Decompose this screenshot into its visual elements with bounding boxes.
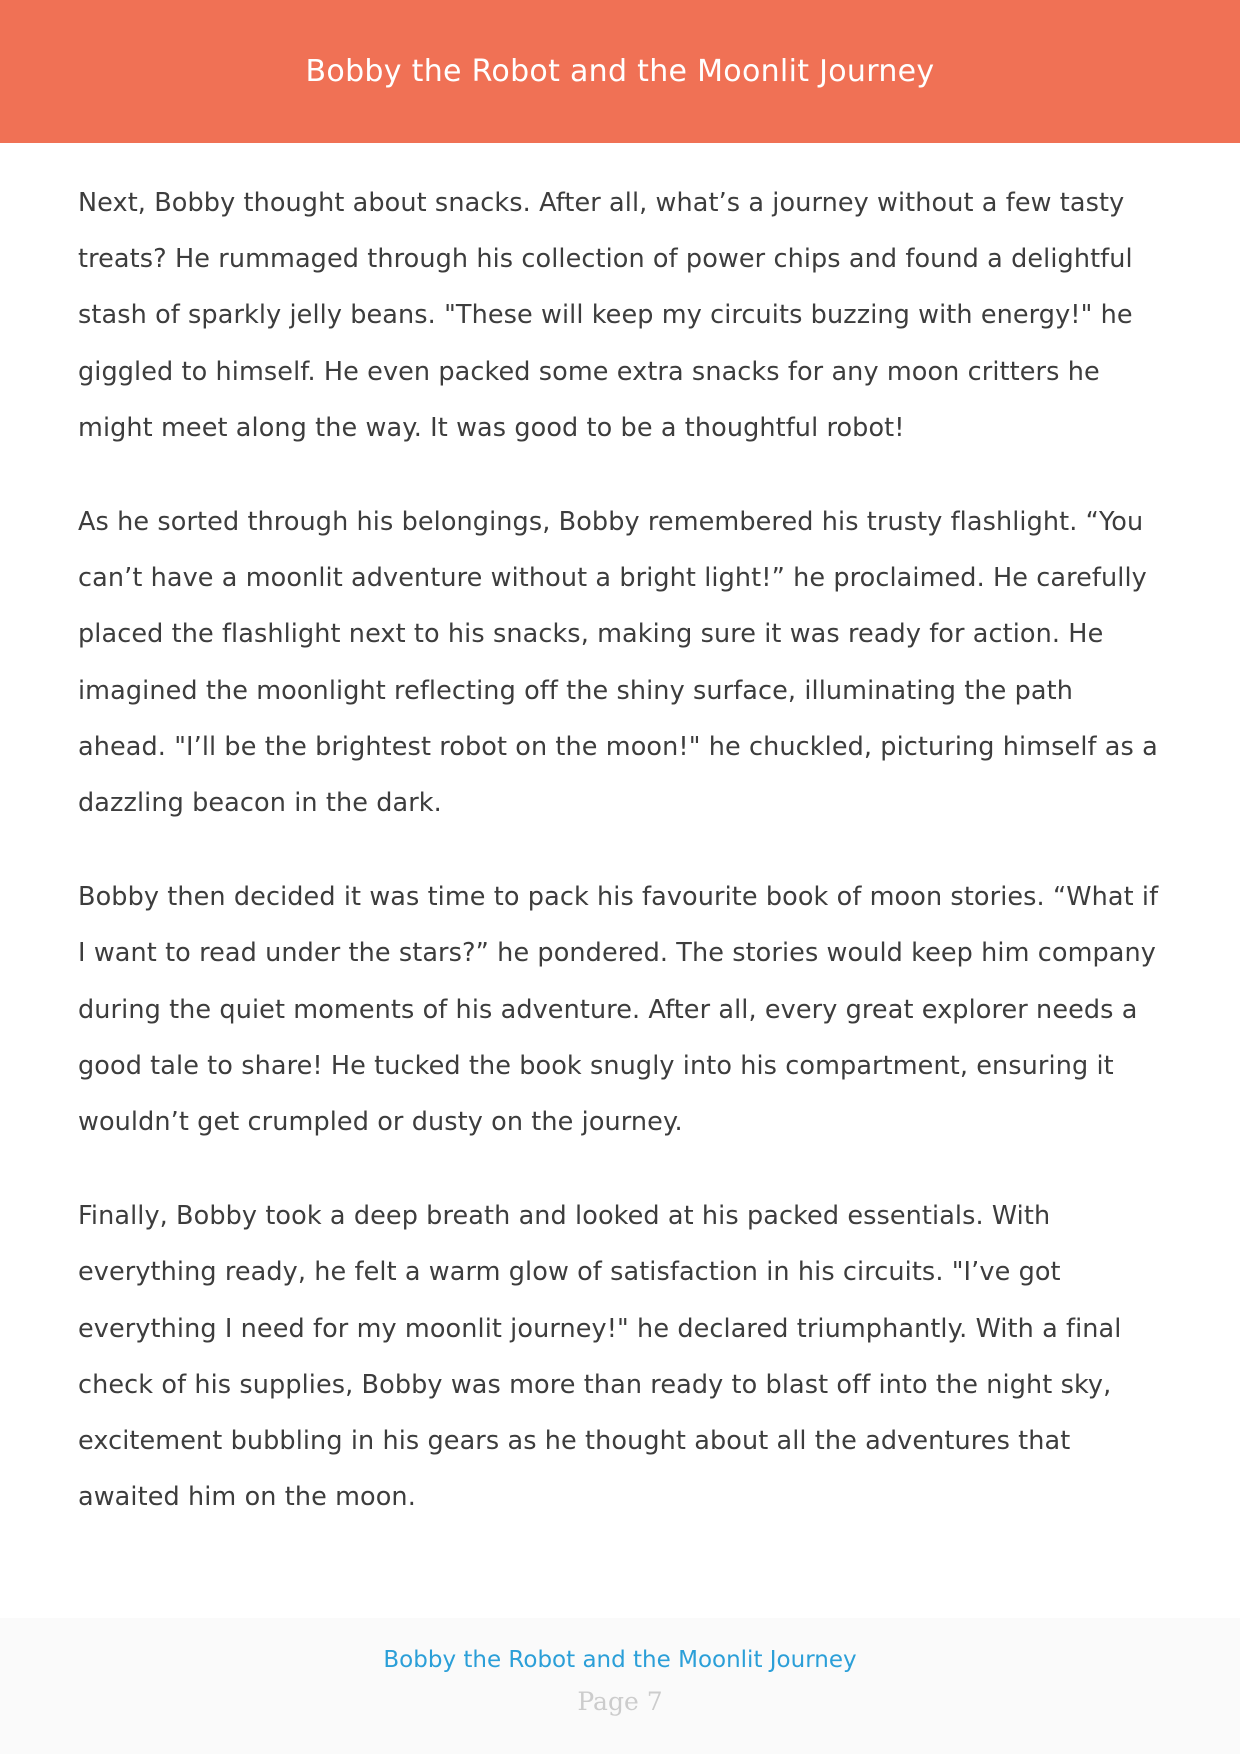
story-paragraph: As he sorted through his belongings, Bobby remembered his trusty flashlight. “You can’t have a moonlit adventure without a bright light!” he proclaimed. He carefully placed the flashlight next to his snacks, making sure it was ready for action. He imagined the moonlight reflecting off the shiny surface, illuminating the path ahead. "I’ll be the brightest robot on the moon!" he chuckled, picturing himself as a dazzling beacon in the dark. xyxy=(78,507,1158,819)
story-paragraph: Finally, Bobby took a deep breath and looked at his packed essentials. With everything ready, he felt a warm glow of satisfaction in his circuits. "I’ve got everything I need for my moonlit journey!" he declared triumphantly. With a final check of his supplies, Bobby was more than ready to blast off into the night sky, excitement bubbling in his gears as he thought about all the adventures that awaited him on the moon. xyxy=(78,1201,1122,1513)
page-number: Page 7 xyxy=(577,1687,663,1716)
page-footer xyxy=(0,1618,1240,1754)
story-content xyxy=(78,175,1168,1563)
footer-book-title: Bobby the Robot and the Moonlit Journey xyxy=(383,1647,857,1673)
story-paragraph: Next, Bobby thought about snacks. After all, what’s a journey without a few tasty treats? He rummaged through his collection of power chips and found a delightful stash of sparkly jelly beans. "These will keep my circuits buzzing with energy!" he giggled to himself. He even packed some extra snacks for any moon critters he might meet along the way. It was good to be a thoughtful robot! xyxy=(78,188,1133,443)
header-title: Bobby the Robot and the Moonlit Journey xyxy=(305,54,935,89)
story-paragraph: Bobby then decided it was time to pack his favourite book of moon stories. “What if I want to read under the stars?” he pondered. The stories would keep him company during the quiet moments of his adventure. After all, every great explorer needs a good tale to share! He tucked the book snugly into his compartment, ensuring it wouldn’t get crumpled or dusty on the journey. xyxy=(78,882,1159,1138)
